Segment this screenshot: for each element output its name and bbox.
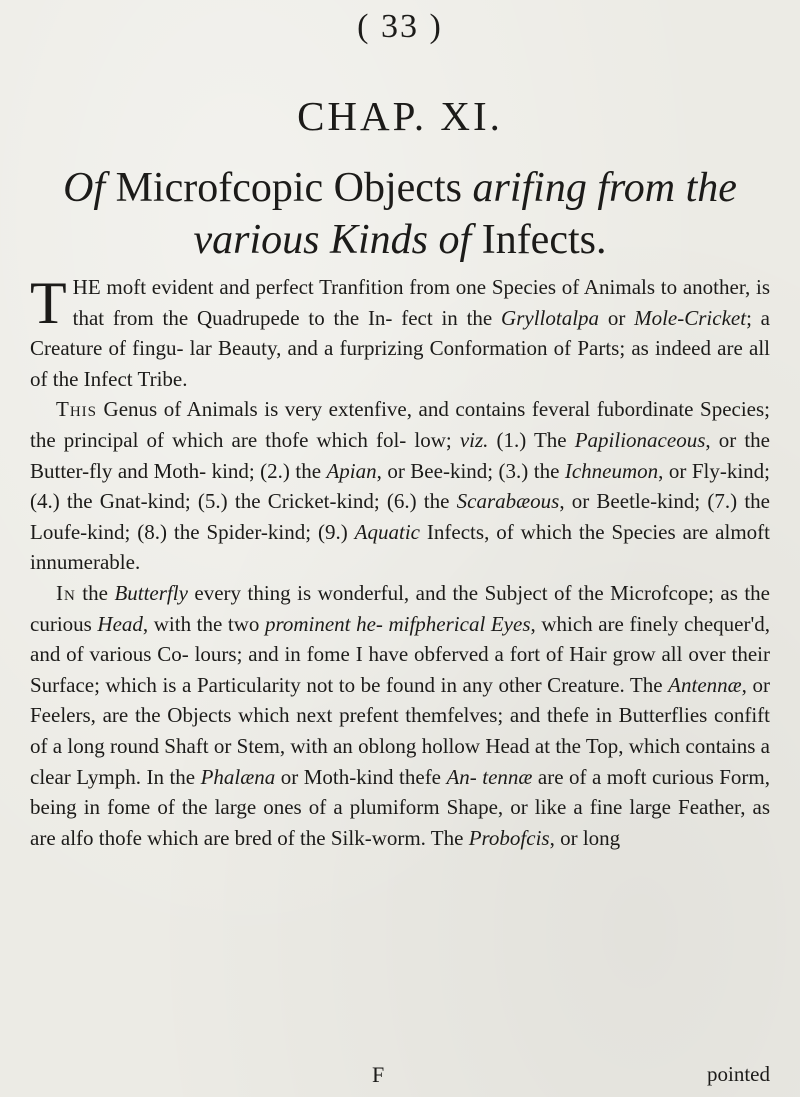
- page-number: ( 33 ): [357, 8, 443, 45]
- title-insects: Infects.: [481, 217, 607, 263]
- title-arising: arifing from the: [472, 165, 737, 211]
- chapter-title: [28, 162, 772, 266]
- signature-mark: F: [372, 1062, 385, 1087]
- drop-cap: T: [30, 270, 67, 336]
- title-various: various Kinds: [193, 217, 429, 263]
- paragraph-2: This Genus of Animals is very extenfive, and contains feveral fubordinate Species; the principal of which are thofe which fol- low; viz. (1.) The Papilionaceous, or the Butter-fly and Moth- kind; (2.) the Apian, or Bee-kind; (3.) the Ichneumon, or Fly-kind; (4.) the Gnat-kind; (5.) the Cricket-kind; (6.) the Scarabæous, or Beetle-kind; (7.) the Loufe-kind; (8.) the Spider-kind; (9.) Aquatic Infects, of which the Species are almoft innumerable.: [30, 397, 770, 575]
- title-of: Of: [63, 165, 106, 211]
- paragraph-1: THE moft evident and perfect Tranfition from one Species of Animals to another, is that from the Quadrupede to the In- fect in the Gryllotalpa or Mole-Cricket; a Creature of fingu- lar Beauty, and a furprizing Conformation of Parts; as indeed are all of the Infect Tribe.: [30, 270, 771, 391]
- chapter-heading: CHAP. XI.: [297, 93, 503, 139]
- paragraph-3: In the Butterfly every thing is wonderful, and the Subject of the Microfcope; as the curious Head, with the two prominent he- mifpherical Eyes, which are finely chequer'd, and of various Co- lours; and in fome I have obferved a fort of Hair grow all over their Surface; which is a Particularity not to be found in any other Creature. The Antennæ, or Feelers, are the Objects which next prefent themfelves; and thefe in Butterflies confift of a long round Shaft or Stem, with an oblong hollow Head at the Top, which contains a clear Lymph. In the Phalæna or Moth-kind thefe An- tennæ are of a moft curious Form, being in fome of the large ones of a plumiform Shape, or like a fine large Feather, as are alfo thofe which are bred of the Silk-worm. The Probofcis, or long: [30, 580, 771, 850]
- body-text: [30, 272, 770, 853]
- title-main: Microfcopic Objects: [115, 165, 462, 211]
- title-of-2: of: [438, 217, 472, 263]
- catchword: pointed: [707, 1062, 770, 1086]
- page-footer: [30, 1062, 770, 1092]
